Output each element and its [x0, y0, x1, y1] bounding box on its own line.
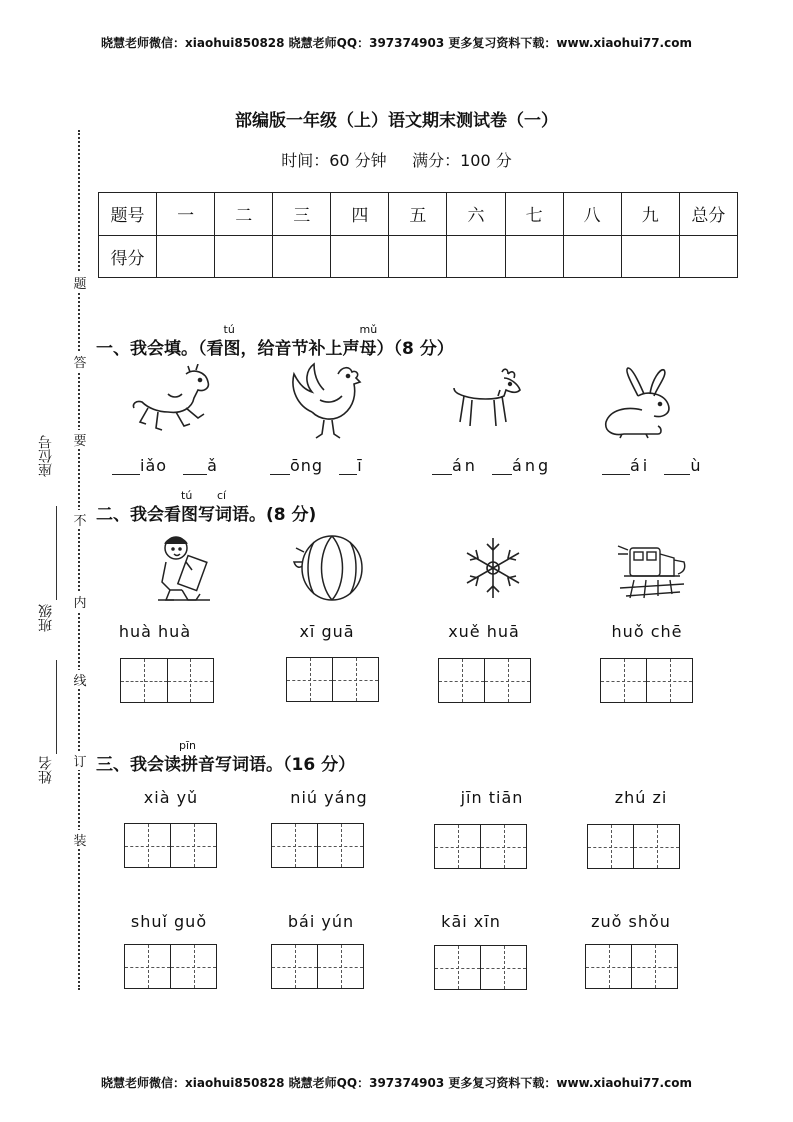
pinyin-final: áng: [512, 456, 552, 475]
writing-grid[interactable]: [434, 824, 527, 869]
rabbit-icon: [602, 364, 682, 442]
grid-cell[interactable]: [332, 658, 378, 701]
pinyin-label: xuě huā: [448, 622, 520, 641]
grid-cell[interactable]: [586, 945, 631, 988]
grid-cell[interactable]: [588, 825, 633, 868]
ruby-pin: [179, 739, 198, 775]
grid-cell[interactable]: [121, 659, 167, 702]
answer-blank[interactable]: [183, 458, 207, 475]
grid-cell[interactable]: [484, 659, 530, 702]
ruby-base: 词: [215, 505, 232, 525]
binding-char: 不: [72, 510, 88, 529]
score-input-cell[interactable]: [157, 235, 215, 278]
rooster-icon: [284, 360, 364, 444]
grid-cell[interactable]: [170, 824, 216, 867]
section-1-text: ）（8 分）: [376, 339, 454, 359]
grid-cell[interactable]: [272, 824, 317, 867]
section-2-text: 二、我会看: [96, 505, 181, 525]
section-3-text: 音写词语。（16 分）: [198, 755, 356, 775]
score-input-cell[interactable]: [679, 235, 737, 278]
writing-grid[interactable]: [585, 944, 678, 989]
writing-grid[interactable]: [438, 658, 531, 703]
seat-number-label: 座位号: [38, 435, 54, 477]
score-input-cell[interactable]: [389, 235, 447, 278]
watermelon-icon: [292, 532, 366, 604]
ruby-base: 拼: [181, 755, 198, 775]
score-cell: 二: [215, 193, 273, 236]
binding-char: 答: [72, 352, 88, 371]
train-icon: [616, 540, 688, 602]
page-title: 部编版一年级（上）语文期末测试卷（一）: [235, 111, 558, 131]
answer-blank[interactable]: [602, 458, 630, 475]
binding-char: 要: [72, 430, 88, 449]
writing-grid[interactable]: [286, 657, 379, 702]
ruby-base: 图: [223, 339, 241, 359]
score-input-cell[interactable]: [621, 235, 679, 278]
binding-char: 线: [72, 670, 88, 689]
score-cell: 三: [273, 193, 331, 236]
grid-cell[interactable]: [287, 658, 332, 701]
pinyin-final: ī: [357, 456, 363, 475]
score-cell: 总分: [679, 193, 737, 236]
answer-blank[interactable]: [492, 458, 512, 475]
score-table-header-row: [99, 193, 738, 236]
boy-reading-icon: [156, 534, 214, 604]
grid-cell[interactable]: [125, 824, 170, 867]
pinyin-final: ǎ: [207, 456, 218, 475]
ruby-pinyin: tú: [223, 323, 235, 336]
ruby-pinyin: pīn: [179, 739, 197, 752]
fill-item-horse: [112, 456, 218, 475]
name-label: 姓名: [38, 756, 54, 784]
writing-grid[interactable]: [124, 823, 217, 868]
grid-cell[interactable]: [317, 945, 363, 988]
score-input-cell[interactable]: [505, 235, 563, 278]
score-cell: 八: [563, 193, 621, 236]
grid-cell[interactable]: [435, 825, 480, 868]
class-label: 班级: [38, 604, 54, 632]
binding-dotted-line: [78, 130, 80, 990]
grid-cell[interactable]: [439, 659, 484, 702]
grid-cell[interactable]: [633, 825, 679, 868]
ruby-base: 图: [181, 505, 198, 525]
score-cell: 七: [505, 193, 563, 236]
writing-grid[interactable]: [120, 658, 214, 703]
writing-grid[interactable]: [271, 944, 364, 989]
ruby-pinyin: cí: [217, 489, 227, 502]
goat-icon: [450, 366, 524, 440]
section-3-title: [96, 739, 356, 775]
answer-blank[interactable]: [112, 458, 140, 475]
pinyin-label: zhú zi: [614, 788, 668, 807]
ruby-base: 母: [359, 339, 377, 359]
answer-blank[interactable]: [270, 458, 290, 475]
writing-grid[interactable]: [600, 658, 693, 703]
grid-cell[interactable]: [480, 946, 526, 989]
score-cell: 四: [331, 193, 389, 236]
grid-cell[interactable]: [480, 825, 526, 868]
ruby-tu: [223, 323, 241, 359]
pinyin-label: zuǒ shǒu: [591, 912, 671, 931]
pinyin-final: ù: [690, 456, 704, 475]
binding-char: 装: [72, 830, 88, 849]
section-2-text: 语。(8 分): [232, 505, 317, 525]
writing-grid[interactable]: [271, 823, 364, 868]
score-input-cell[interactable]: [331, 235, 389, 278]
section-2-title: [96, 489, 317, 525]
score-table-score-row: [99, 235, 738, 278]
score-table: [98, 192, 738, 278]
horse-icon: [128, 364, 216, 442]
grid-cell[interactable]: [601, 659, 646, 702]
pinyin-label: bái yún: [287, 912, 355, 931]
section-2-text: 写: [198, 505, 215, 525]
writing-grid[interactable]: [587, 824, 680, 869]
fill-item-rabbit: [602, 456, 703, 475]
answer-blank[interactable]: [664, 458, 690, 475]
pinyin-final: án: [452, 456, 478, 475]
binding-char: 内: [72, 592, 88, 611]
grid-cell[interactable]: [272, 945, 317, 988]
grid-cell[interactable]: [167, 659, 214, 702]
writing-grid[interactable]: [434, 945, 527, 990]
class-blank[interactable]: [56, 506, 57, 600]
ruby-ci: [215, 489, 232, 525]
section-1-text: ，给音节补上声: [240, 339, 360, 359]
score-cell: 九: [621, 193, 679, 236]
pinyin-label: jīn tiān: [460, 788, 524, 807]
answer-blank[interactable]: [432, 458, 452, 475]
pinyin-final: ōng: [290, 456, 324, 475]
grid-cell[interactable]: [435, 946, 480, 989]
page-header: 晓慧老师微信：xiaohui850828 晓慧老师QQ：397374903 更多复习资料下载：www.xiaohui77.com: [101, 36, 692, 50]
pinyin-label: huà huà: [118, 622, 192, 641]
name-blank[interactable]: [56, 660, 57, 754]
fill-item-rooster: [270, 456, 363, 475]
pinyin-label: xī guā: [299, 622, 355, 641]
grid-cell[interactable]: [646, 659, 692, 702]
snowflake-icon: [462, 536, 524, 600]
section-3-text: 三、我会读: [96, 755, 181, 775]
exam-info: 时间：60 分钟 满分：100 分: [281, 151, 512, 170]
score-input-cell[interactable]: [273, 235, 331, 278]
ruby-pinyin: mǔ: [359, 323, 378, 336]
fill-item-goat: [432, 456, 551, 475]
score-row-label: 得分: [99, 235, 157, 278]
pinyin-label: kāi xīn: [441, 912, 501, 931]
ruby-tu: [181, 489, 198, 525]
section-1-title: [96, 323, 454, 359]
ruby-pinyin: tú: [181, 489, 193, 502]
pinyin-label: shuǐ guǒ: [130, 912, 208, 931]
pinyin-label: niú yáng: [290, 788, 368, 807]
score-input-cell[interactable]: [447, 235, 505, 278]
binding-char: 题: [72, 273, 88, 292]
grid-cell[interactable]: [170, 945, 216, 988]
grid-cell[interactable]: [317, 824, 363, 867]
score-cell: 题号: [99, 193, 157, 236]
pinyin-label: xià yǔ: [143, 788, 199, 807]
score-input-cell[interactable]: [215, 235, 273, 278]
section-1-text: 一、我会填。（看: [96, 339, 224, 359]
writing-grid[interactable]: [124, 944, 217, 989]
pinyin-final: ái: [630, 456, 651, 475]
grid-cell[interactable]: [125, 945, 170, 988]
grid-cell[interactable]: [631, 945, 677, 988]
score-input-cell[interactable]: [563, 235, 621, 278]
binding-char: 订: [72, 751, 88, 770]
score-cell: 一: [157, 193, 215, 236]
score-cell: 五: [389, 193, 447, 236]
pinyin-final: iǎo: [140, 456, 168, 475]
ruby-mu: [359, 323, 378, 359]
answer-blank[interactable]: [339, 458, 357, 475]
score-cell: 六: [447, 193, 505, 236]
page-footer: 晓慧老师微信：xiaohui850828 晓慧老师QQ：397374903 更多复习资料下载：www.xiaohui77.com: [101, 1076, 692, 1090]
pinyin-label: huǒ chē: [611, 622, 683, 641]
